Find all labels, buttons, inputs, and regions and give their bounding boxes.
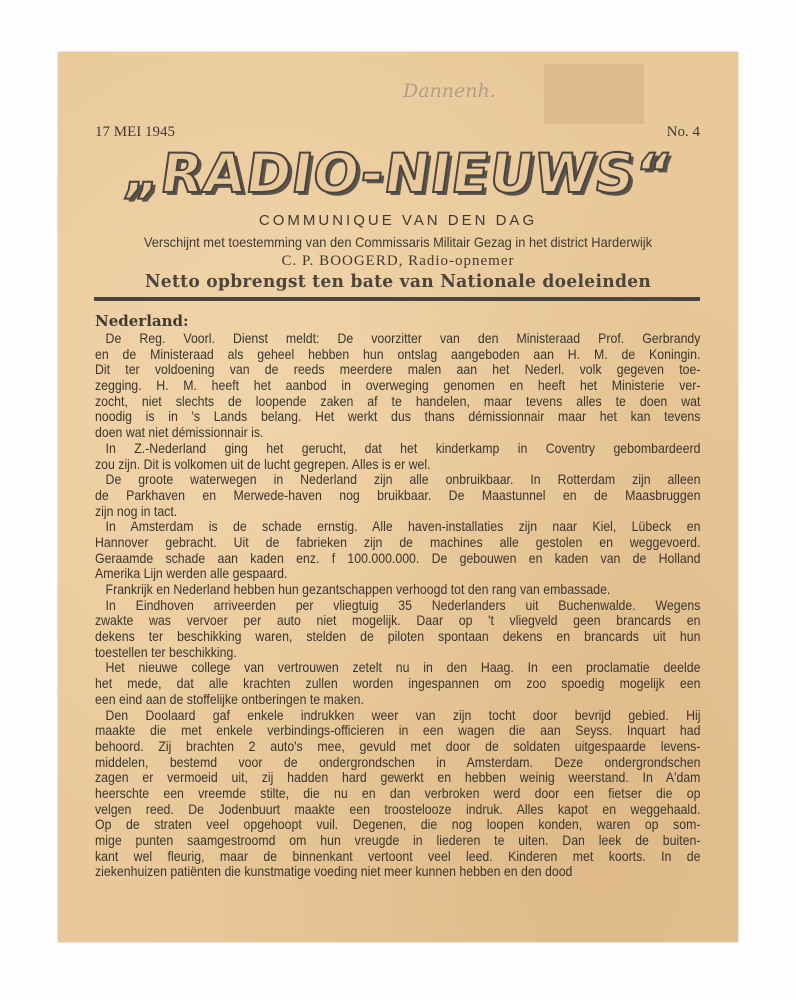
text-line: Het nieuwe college van vertrouwen zetelt nu in den Haag. In een proclamatie deelde (105, 659, 701, 676)
text-line: kant wel fleurig, maar de binnenkant vertoont veel leed. Kinderen met koorts. In de (95, 847, 701, 864)
text-line: de Parkhaven en Merwede-haven nog bruikbaar. De Maastunnel en de Maasbruggen (95, 486, 701, 503)
text-line: In Amsterdam is de schade ernstig. Alle haven-installaties zijn naar Kiel, Lübeck en (105, 518, 701, 535)
section-heading: Nederland: (95, 312, 189, 330)
text-line: In Z.-Nederland ging het gerucht, dat het kinderkamp in Coventry gebombardeerd (105, 439, 701, 456)
text-line: zijn nog in tact. (95, 502, 178, 519)
paragraph (95, 660, 700, 707)
subtitle: COMMUNIQUE VAN DEN DAG (258, 212, 538, 229)
paragraph (95, 708, 700, 881)
paragraph (95, 519, 700, 582)
text-line: Dit ter voldoening van de reeds meerdere malen aan het Nederl. volk gegeven toe- (95, 361, 701, 378)
text-line: Geraamde schade aan kaden enz. f 100.000.000. De gebouwen en kaden van de Holland (95, 549, 701, 566)
text-line: zou zijn. Dit is volkomen uit de lucht gegrepen. Alles is er wel. (95, 455, 431, 472)
handwritten-note: Dannenh. (403, 80, 496, 102)
operator-line: C. P. BOOGERD, Radio-opnemer (281, 253, 515, 269)
text-line: Frankrijk en Nederland hebben hun gezantschappen verhoogd tot den rang van embassade. (105, 581, 611, 597)
permission-line: Verschijnt met toestemming van den Commissaris Militair Gezag in het district Harderwijk (143, 234, 653, 250)
newspaper-page (58, 52, 738, 942)
text-line: Amerika Lijn werden alle gespaard. (95, 565, 288, 582)
text-line: maakte die met enkele verbindings-officieren in een wagen die aan Seyss. Inquart had (95, 722, 701, 739)
issue-date: 17 MEI 1945 (95, 124, 175, 140)
text-line: een eind aan de stoffelijke ontberingen te maken. (95, 690, 364, 707)
text-line: Den Doolaard gaf enkele indrukken weer van zijn tocht door bevrijd gebied. Hij (105, 706, 701, 723)
header-divider (94, 297, 700, 301)
text-line: zagen er vermoeid uit, zij hadden hard gewerkt en hebben weinig weerstand. In A'dam (95, 769, 701, 786)
text-line: doen wat niet démissionnair is. (95, 424, 264, 441)
text-line: middelen, bestemd voor de ondergrondschen in Amsterdam. Deze ondergrondschen (95, 753, 701, 770)
text-line: zwakte was vervoer per auto niet mogelijk. Daar op 't vliegveld geen brancards en (95, 612, 701, 629)
issue-number: No. 4 (666, 124, 700, 140)
paragraph (95, 472, 700, 519)
text-line: ziekenhuizen patiënten die kunstmatige voeding niet meer kunnen hebben en den dood (95, 863, 573, 880)
text-line: behoord. Zij brachten 2 auto's mee, gevuld met door de soldaten uitgespaarde levens- (95, 737, 701, 754)
newspaper-title: „RADIO-NIEUWS“ (120, 142, 676, 205)
paragraph (95, 582, 700, 598)
text-line: zocht, niet slechts de loopende zaken af te handelen, maar tevens alles te doen wat (95, 392, 701, 409)
proceeds-line: Netto opbrengst ten bate van Nationale doeleinden (144, 271, 652, 292)
paragraph (95, 441, 700, 472)
paragraph (95, 598, 700, 661)
text-line: zegging. H. M. heeft het aanbod in overweging genomen en heeft het Ministerie ver- (95, 377, 701, 394)
text-line: heerschte een vreemde stilte, die nu en dan verbroken werd door een fietser die op (95, 784, 701, 801)
paragraph (95, 331, 700, 441)
stamp-mark (544, 64, 644, 124)
text-line: Op de straten veel opgehoopt vuil. Degenen, die nog loopen konden, waren op som- (95, 816, 701, 833)
text-line: Hannover gebracht. Uit de fabrieken zijn de machines alle gestolen en weggevoerd. (95, 533, 701, 550)
text-line: toestellen ter beschikking. (95, 643, 237, 660)
text-line: mige punten saamgestroomd om hun vreugde in liederen te uiten. Dan leek de buiten- (95, 832, 701, 848)
text-line: en de Ministeraad als geheel hebben hun ontslag aangeboden aan H. M. de Koningin. (95, 345, 701, 362)
article-body (95, 331, 700, 880)
text-line: noodig is in 's Lands belang. Het werkt dus thans démissionnair maar het kan tevens (95, 408, 701, 425)
text-line: De groote waterwegen in Nederland zijn alle onbruikbaar. In Rotterdam zijn alleen (105, 471, 701, 488)
text-line: De Reg. Voorl. Dienst meldt: De voorzitter van den Ministeraad Prof. Gerbrandy (105, 330, 701, 346)
text-line: het mede, dat alle krachten zullen worden ingespannen om zoo spoedig mogelijk een (95, 675, 701, 692)
text-line: velgen reed. De Jodenbuurt maakte een troostelooze indruk. Alles kapot en weggehaald. (95, 800, 701, 817)
text-line: In Eindhoven arriveerden per vliegtuig 35 Nederlanders uit Buchenwalde. Wegens (105, 596, 701, 613)
text-line: dekens ter beschikking waren, stelden de piloten spontaan dekens en brancards uit hun (95, 628, 701, 645)
